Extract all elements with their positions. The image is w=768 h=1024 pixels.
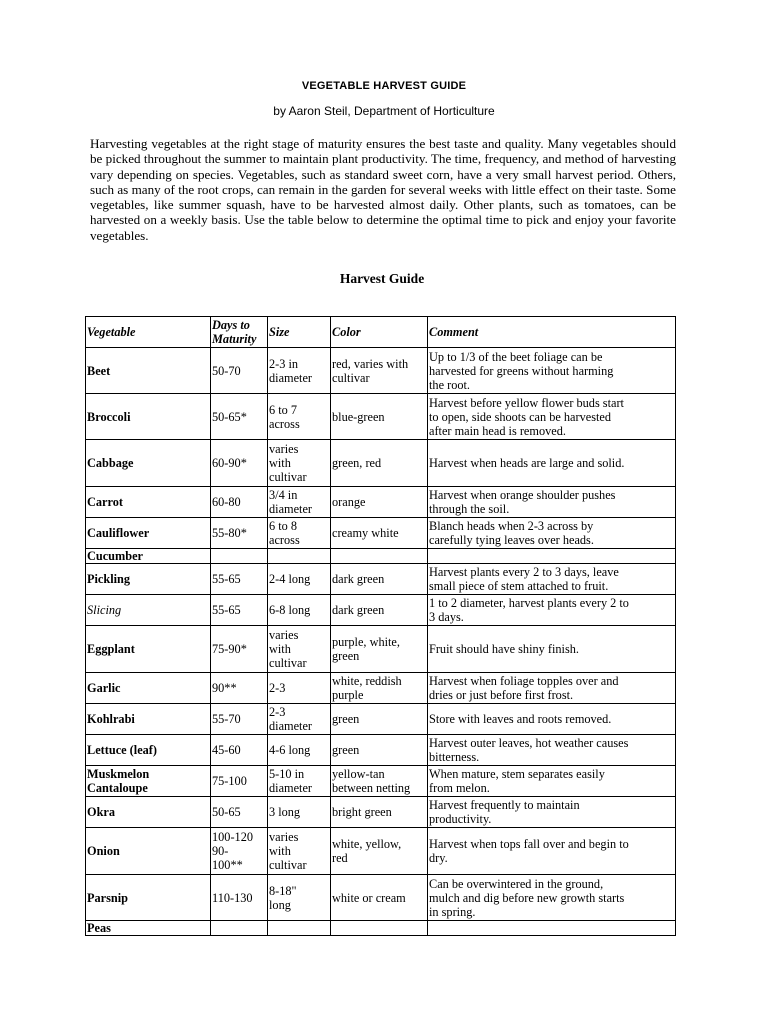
cell-color: red, varies with cultivar [331,348,428,394]
cell-size: 6 to 8 across [268,518,331,549]
cell-color: white, yellow, red [331,828,428,875]
cell-vegetable: Kohlrabi [86,704,211,735]
header-vegetable: Vegetable [86,317,211,348]
cell-days [211,549,268,564]
cell-color: white, reddish purple [331,673,428,704]
cell-days: 55-70 [211,704,268,735]
section-title: Harvest Guide [339,271,425,286]
cell-comment: Up to 1/3 of the beet foliage can be harvested for greens without harming the root. [428,348,676,394]
cell-size: 2-3 [268,673,331,704]
cell-vegetable: Carrot [86,487,211,518]
table-row [86,673,676,704]
cell-size: 4-6 long [268,735,331,766]
cell-size: varies with cultivar [268,828,331,875]
cell-size: 2-3 in diameter [268,348,331,394]
cell-comment [428,921,676,936]
cell-comment: Harvest before yellow flower buds start to open, side shoots can be harvested after main head is removed. [428,394,676,440]
cell-color: orange [331,487,428,518]
cell-days: 90** [211,673,268,704]
table-row [86,564,676,595]
cell-size: 6 to 7 across [268,394,331,440]
cell-size [268,549,331,564]
cell-comment: Harvest frequently to maintain productivity. [428,797,676,828]
cell-size: 3 long [268,797,331,828]
cell-comment [428,549,676,564]
table-row [86,440,676,487]
header-size: Size [268,317,331,348]
cell-vegetable: Peas [86,921,211,936]
table-header-row [86,317,676,348]
cell-vegetable: Muskmelon Cantaloupe [86,766,211,797]
cell-vegetable: Pickling [86,564,211,595]
cell-size: 2-3 diameter [268,704,331,735]
cell-days [211,921,268,936]
table-row [86,549,676,564]
cell-days: 75-90* [211,626,268,673]
cell-comment: Can be overwintered in the ground, mulch and dig before new growth starts in spring. [428,875,676,921]
table-row [86,921,676,936]
cell-color: white or cream [331,875,428,921]
table-row [86,735,676,766]
cell-comment: Harvest when tops fall over and begin to dry. [428,828,676,875]
cell-comment: Harvest when heads are large and solid. [428,440,676,487]
table-body [86,348,676,936]
cell-size: 6-8 long [268,595,331,626]
document-title: VEGETABLE HARVEST GUIDE [301,80,467,92]
cell-vegetable: Cauliflower [86,518,211,549]
cell-days: 60-90* [211,440,268,487]
cell-color [331,549,428,564]
cell-color: green [331,704,428,735]
cell-size [268,921,331,936]
cell-comment: Fruit should have shiny finish. [428,626,676,673]
cell-size: varies with cultivar [268,440,331,487]
cell-comment: 1 to 2 diameter, harvest plants every 2 to 3 days. [428,595,676,626]
table-row [86,626,676,673]
cell-days: 50-65* [211,394,268,440]
cell-color: dark green [331,564,428,595]
cell-vegetable: Okra [86,797,211,828]
cell-days: 50-70 [211,348,268,394]
table-row [86,797,676,828]
cell-color [331,921,428,936]
cell-vegetable: Onion [86,828,211,875]
cell-days: 110-130 [211,875,268,921]
table-row [86,394,676,440]
cell-vegetable: Lettuce (leaf) [86,735,211,766]
table-row [86,828,676,875]
cell-color: dark green [331,595,428,626]
harvest-guide-table [85,316,676,936]
cell-color: purple, white, green [331,626,428,673]
table-row [86,348,676,394]
cell-comment: Harvest plants every 2 to 3 days, leave small piece of stem attached to fruit. [428,564,676,595]
table-row [86,487,676,518]
cell-color: green [331,735,428,766]
header-days-to-maturity: Days to Maturity [211,317,268,348]
cell-vegetable: Broccoli [86,394,211,440]
table-row [86,704,676,735]
cell-comment: Blanch heads when 2-3 across by carefully tying leaves over heads. [428,518,676,549]
cell-days: 45-60 [211,735,268,766]
cell-size: 2-4 long [268,564,331,595]
cell-size: 5-10 in diameter [268,766,331,797]
cell-days: 55-80* [211,518,268,549]
cell-color: green, red [331,440,428,487]
table-row [86,766,676,797]
cell-days: 75-100 [211,766,268,797]
cell-days: 55-65 [211,564,268,595]
cell-size: varies with cultivar [268,626,331,673]
cell-days: 100-120 90- 100** [211,828,268,875]
cell-days: 60-80 [211,487,268,518]
cell-vegetable: Cabbage [86,440,211,487]
cell-vegetable: Eggplant [86,626,211,673]
author-byline: by Aaron Steil, Department of Horticulture [273,104,495,118]
intro-paragraph: Harvesting vegetables at the right stage of maturity ensures the best taste and quality. Many vegetables should be picked throughout the summer to maintain plant productivity. The time, frequency, and method of harvesting vary depending on species. Vegetables, such as standard sweet corn, have a very small harvest period. Others, such as many of the root crops, can remain in the garden for several weeks with little effect on their taste. Some vegetables, like summer squash, have to be harvested almost daily. Other plants, such as tomatoes, can be harvested on a weekly basis. Use the table below to determine the optimal time to pick and enjoy your favorite vegetables. [90,136,676,243]
table-row [86,518,676,549]
cell-color: yellow-tan between netting [331,766,428,797]
table-row [86,875,676,921]
cell-comment: Store with leaves and roots removed. [428,704,676,735]
cell-vegetable: Parsnip [86,875,211,921]
cell-vegetable: Slicing [86,595,211,626]
cell-color: blue-green [331,394,428,440]
cell-size: 3/4 in diameter [268,487,331,518]
cell-comment: Harvest when orange shoulder pushes through the soil. [428,487,676,518]
header-color: Color [331,317,428,348]
cell-vegetable: Cucumber [86,549,211,564]
cell-size: 8-18" long [268,875,331,921]
cell-comment: When mature, stem separates easily from melon. [428,766,676,797]
cell-comment: Harvest outer leaves, hot weather causes bitterness. [428,735,676,766]
table-row [86,595,676,626]
cell-color: bright green [331,797,428,828]
header-comment: Comment [428,317,676,348]
cell-comment: Harvest when foliage topples over and dries or just before first frost. [428,673,676,704]
cell-days: 55-65 [211,595,268,626]
cell-days: 50-65 [211,797,268,828]
cell-vegetable: Beet [86,348,211,394]
cell-vegetable: Garlic [86,673,211,704]
cell-color: creamy white [331,518,428,549]
